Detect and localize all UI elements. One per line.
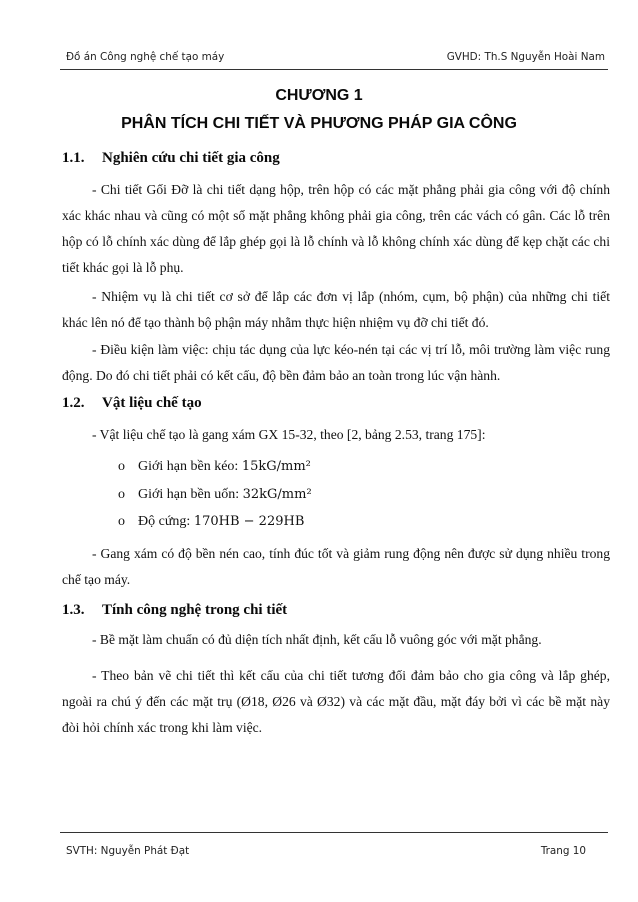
section-title: Vật liệu chế tạo [102, 395, 202, 411]
section-heading-1-3 [62, 602, 287, 619]
bullet-mark: o [118, 487, 125, 502]
bullet-label: Giới hạn bền kéo: [138, 459, 242, 474]
paragraph: - Nhiệm vụ là chi tiết cơ sở để lắp các đơn vị lắp (nhóm, cụm, bộ phận) của những chi tiết khác lên nó để tạo thành bộ phận máy nhằm thực hiện nhiệm vụ đỡ chi tiết đó. [62, 289, 610, 330]
bullet-mark: o [118, 459, 125, 474]
bullet-mark: o [118, 514, 125, 529]
header-supervisor: GVHD: Th.S Nguyễn Hoài Nam [446, 51, 605, 63]
section-number: 1.1. [62, 150, 85, 166]
section-number: 1.3. [62, 602, 85, 618]
header-course-title: Đồ án Công nghệ chế tạo máy [66, 51, 225, 63]
header-divider [60, 69, 608, 70]
paragraph: - Theo bản vẽ chi tiết thì kết cấu của chi tiết tương đối đảm bảo cho gia công và lắp ghép, ngoài ra chú ý đến các mặt trụ (Ø18, Ø26 và Ø32) và các mặt đầu, mặt đáy bởi vì các bề mặt này đòi hỏi chính xác trong khi làm việc. [62, 668, 610, 735]
list-item [118, 487, 312, 503]
section-number: 1.2. [62, 395, 85, 411]
bullet-label: Giới hạn bền uốn: [138, 487, 243, 502]
list-item [118, 459, 311, 475]
page-number: Trang 10 [540, 845, 586, 857]
bullet-label: Độ cứng: [138, 514, 194, 529]
chapter-number: CHƯƠNG 1 [275, 87, 363, 104]
section-title: Tính công nghệ trong chi tiết [102, 602, 288, 618]
bullet-value: 15kG/mm² [241, 459, 311, 474]
page-header [66, 51, 605, 69]
paragraph: - Điều kiện làm việc: chịu tác dụng của lực kéo-nén tại các vị trí lỗ, môi trường làm việc rung động. Do đó chi tiết phải có kết cấu, độ bền đảm bảo an toàn trong lúc vận hành. [62, 342, 610, 383]
page-footer [66, 845, 586, 863]
bullet-value: 32kG/mm² [242, 487, 312, 502]
section-heading-1-1 [62, 150, 280, 167]
list-item [118, 514, 304, 530]
section-title: Nghiên cứu chi tiết gia công [102, 150, 280, 166]
chapter-title: PHÂN TÍCH CHI TIẾT VÀ PHƯƠNG PHÁP GIA CÔNG [121, 115, 517, 132]
bullet-value: 170HB − 229HB [193, 514, 305, 529]
paragraph: - Vật liệu chế tạo là gang xám GX 15-32, theo [2, bảng 2.53, trang 175]: [92, 427, 486, 442]
section-heading-1-2 [62, 395, 202, 412]
footer-student: SVTH: Nguyễn Phát Đạt [66, 845, 190, 857]
footer-divider [60, 832, 608, 833]
paragraph: - Gang xám có độ bền nén cao, tính đúc tốt và giảm rung động nên được sử dụng nhiều trong chế tạo máy. [62, 546, 610, 587]
paragraph: - Chi tiết Gối Đỡ là chi tiết dạng hộp, trên hộp có các mặt phẳng phải gia công với độ chính xác khác nhau và cũng có một số mặt phẳng không phải gia công, trên các vách có gân. Các lỗ trên hộp có lỗ chính xác dùng để lắp ghép gọi là lỗ chính và lỗ không chính xác dùng để kẹp chặt các chi tiết khác gọi là lỗ phụ. [62, 182, 610, 275]
paragraph: - Bề mặt làm chuẩn có đủ diện tích nhất định, kết cấu lỗ vuông góc với mặt phẳng. [92, 632, 542, 647]
